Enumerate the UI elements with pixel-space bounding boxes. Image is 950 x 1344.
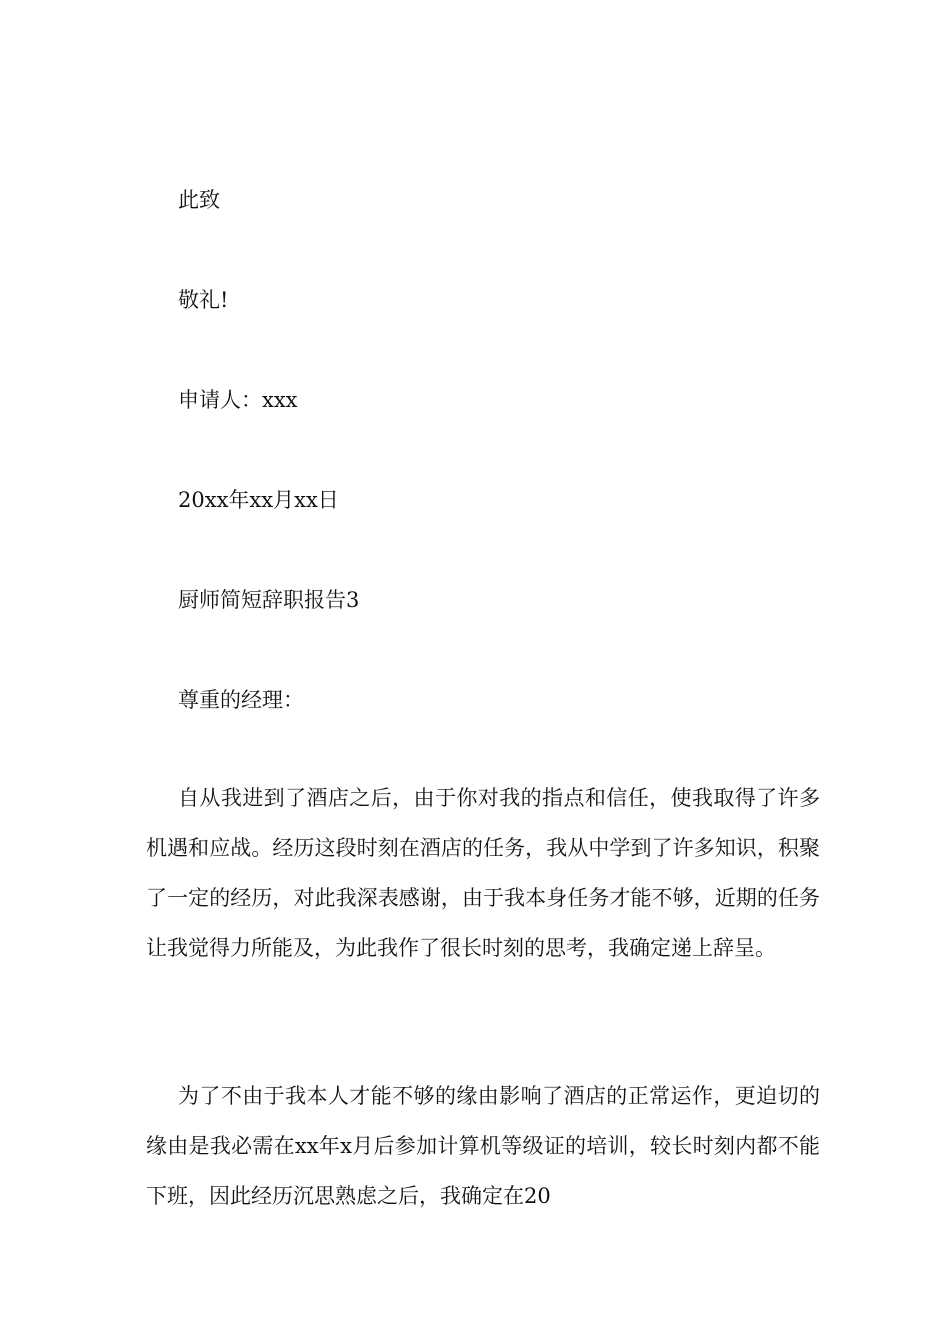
applicant-line: 申请人：xxx: [178, 388, 298, 412]
salutation: 尊重的经理：: [178, 688, 304, 712]
date-line: 20xx年xx月xx日: [178, 488, 339, 512]
body-paragraph-1: 自从我进到了酒店之后，由于你对我的指点和信任，使我取得了许多机遇和应战。经历这段时刻在酒店的任务，我从中学到了许多知识，积聚了一定的经历，对此我深表感谢，由于我本身任务才能不够，近期的任务让我觉得力所能及，为此我作了很长时刻的思考，我确定递上辞呈。: [146, 786, 820, 960]
closing-line-2: 敬礼!: [178, 288, 229, 312]
report-title: 厨师简短辞职报告3: [178, 588, 360, 612]
closing-line-1: 此致: [178, 188, 220, 212]
body-paragraph-2: 为了不由于我本人才能不够的缘由影响了酒店的正常运作，更迫切的缘由是我必需在xx年x月后参加计算机等级证的培训，较长时刻内都不能下班，因此经历沉思熟虑之后，我确定在20: [146, 1084, 820, 1208]
